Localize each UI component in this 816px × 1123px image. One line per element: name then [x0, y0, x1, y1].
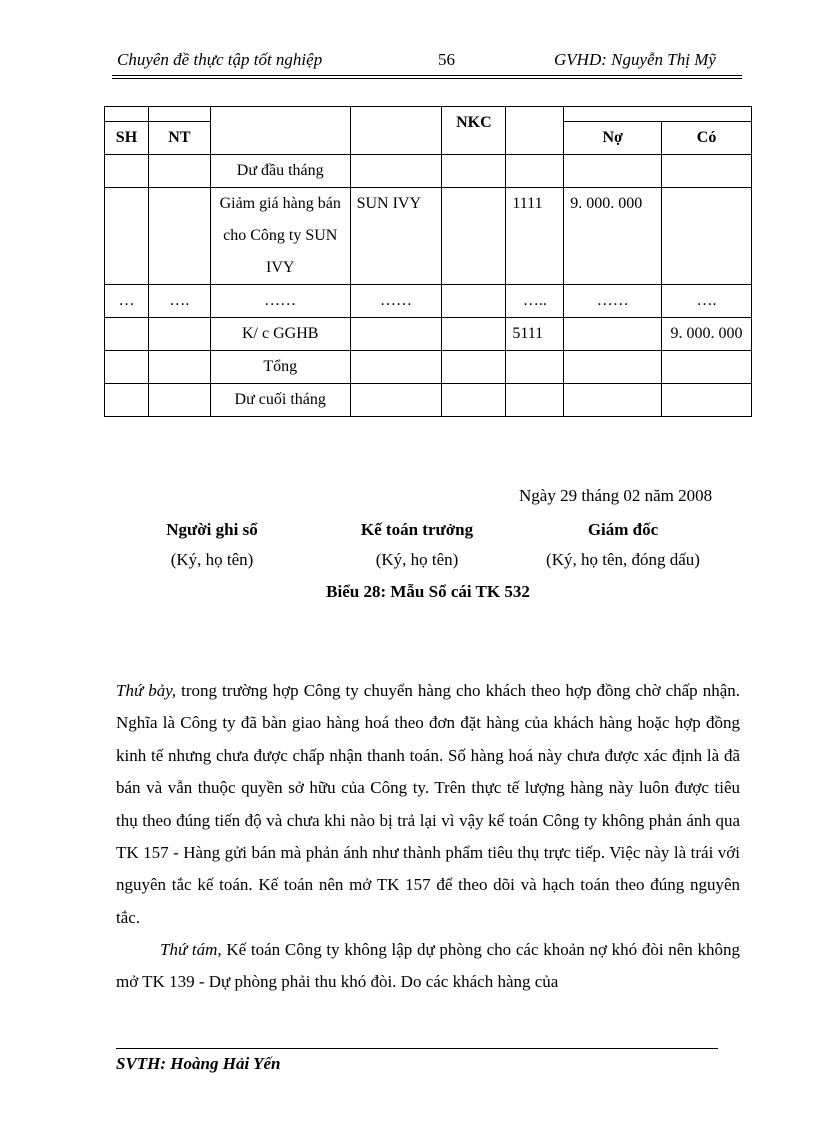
row-credit: 9. 000. 000 [662, 318, 752, 351]
header-rule [112, 75, 742, 79]
row-tk: 1111 [506, 188, 564, 285]
closing-balance: Dư cuối tháng [210, 384, 350, 417]
paragraph-text: trong trường hợp Công ty chuyển hàng cho khách theo hợp đồng chờ chấp nhận. Nghĩa là Công ty đã bàn giao hàng hoá theo đơn đặt hàng của khách hàng hoặc hợp đồng kinh tế nhưng chưa được chấp nhận thanh toán. Số hàng hoá này chưa được xác định là đã bán và vẫn thuộc quyền sở hữu của Công ty. Trên thực tế lượng hàng này luôn được tiêu thụ theo đúng tiến độ và chưa khi nào bị trả lại vì vậy kế toán Công ty không phản ánh qua TK 157 - Hàng gửi bán mà phản ánh như thành phẩm tiêu thụ trực tiếp. Việc này là trái với nguyên tắc kế toán. Kế toán nên mở TK 157 để theo dõi và hạch toán theo đúng nguyên tắc. [116, 681, 740, 927]
signer-recorder [102, 520, 322, 570]
row-desc: K/ c GGHB [210, 318, 350, 351]
table-row [105, 384, 752, 417]
paragraph-1 [116, 675, 740, 934]
table-row [105, 285, 752, 318]
signer-title: Kế toán trưởng [360, 520, 474, 539]
opening-balance: Dư đầu tháng [210, 155, 350, 188]
row-tk: 5111 [506, 318, 564, 351]
ledger-table [104, 106, 752, 417]
col-sh: SH [105, 122, 149, 155]
paragraph-text: Kế toán Công ty không lập dự phòng cho các khoản nợ khó đòi nên không mở TK 139 - Dự phòng phải thu khó đòi. Do các khách hàng của [116, 940, 740, 992]
footer-rule [116, 1048, 718, 1049]
ellipsis-cell: …… [350, 285, 442, 318]
paragraph-lead: Thứ tám, [160, 940, 222, 959]
signer-sub: (Ký, họ tên, đóng dấu) [546, 550, 700, 569]
ellipsis-cell: …. [148, 285, 210, 318]
signer-sub: (Ký, họ tên) [375, 550, 459, 569]
signer-chief-accountant [307, 520, 527, 570]
col-nt: NT [148, 122, 210, 155]
table-row [105, 318, 752, 351]
table-row [105, 188, 752, 285]
table-row [105, 351, 752, 384]
header-title: Chuyên đề thực tập tốt nghiệp [117, 50, 323, 69]
signature-date: Ngày 29 tháng 02 năm 2008 [519, 486, 713, 505]
col-co: Có [662, 122, 752, 155]
row-debit: 9. 000. 000 [564, 188, 662, 285]
paragraph-2 [116, 934, 740, 999]
row-desc: Giảm giá hàng bán cho Công ty SUN IVY [210, 188, 350, 285]
ellipsis-cell: … [105, 285, 149, 318]
header-advisor: GVHD: Nguyễn Thị Mỹ [554, 50, 716, 69]
ellipsis-cell: …… [210, 285, 350, 318]
ellipsis-cell: …. [662, 285, 752, 318]
signer-title: Người ghi sổ [166, 520, 258, 539]
row-account: SUN IVY [350, 188, 442, 285]
ellipsis-cell: ….. [506, 285, 564, 318]
signer-sub: (Ký, họ tên) [170, 550, 254, 569]
ellipsis-cell: …… [564, 285, 662, 318]
footer-author: SVTH: Hoàng Hải Yến [116, 1054, 281, 1073]
total-label: Tổng [210, 351, 350, 384]
signer-title: Giám đốc [587, 520, 659, 539]
paragraph-lead: Thứ bảy, [116, 681, 177, 700]
signer-director [513, 520, 733, 570]
col-nkc: NKC [442, 107, 506, 155]
table-header-row-1 [105, 107, 752, 122]
table-row [105, 155, 752, 188]
col-no: Nợ [564, 122, 662, 155]
figure-caption: Biểu 28: Mẫu Sổ cái TK 532 [326, 582, 530, 601]
page-number: 56 [438, 50, 455, 69]
